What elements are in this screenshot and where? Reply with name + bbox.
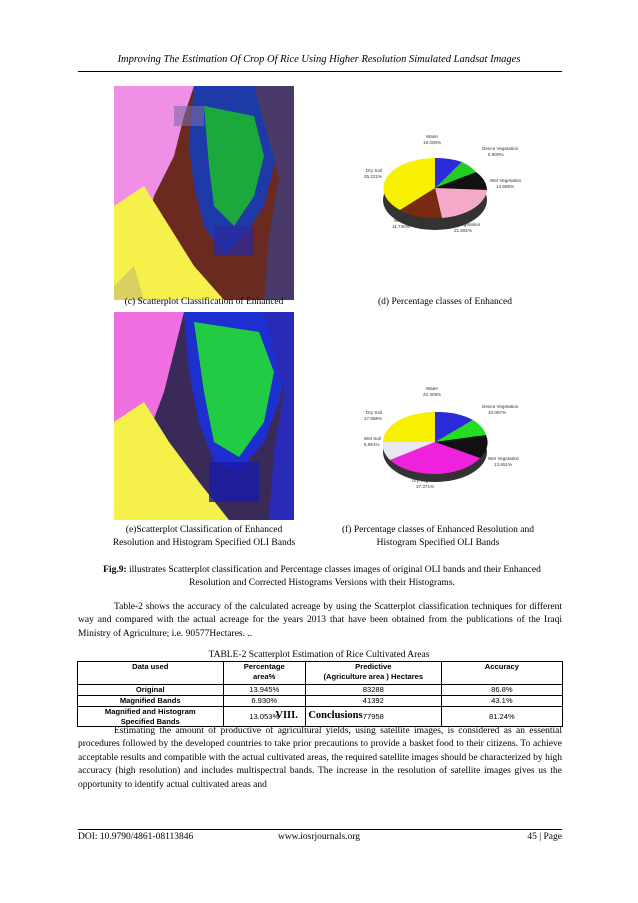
row-predictive: 83288 — [305, 685, 441, 696]
pie-f-label-wetsoil: Wet Soil — [364, 436, 382, 441]
pie-d-label-water: Water — [426, 134, 439, 139]
classification-image-c — [114, 86, 294, 300]
paragraph-table2 — [78, 601, 562, 641]
table-caption: TABLE-2 Scatterplot Estimation of Rice Cultivated Areas — [208, 650, 430, 660]
pie-f-value-dense: 10.067% — [488, 410, 507, 415]
footer-site: www.iosrjournals.org — [277, 832, 361, 842]
row-data-used: Magnified Bands — [78, 696, 224, 707]
figure-9-label: Fig.9: — [103, 565, 127, 575]
header-predictive-line2: (Agriculture area ) Hectares — [323, 671, 424, 681]
pie-f-value-dryveg: 37.371% — [416, 484, 435, 489]
pie-f-value-wetveg: 13.651% — [494, 462, 513, 467]
paragraph-conclusions — [78, 725, 562, 792]
row-accuracy: 86.8% — [441, 685, 562, 696]
header-accuracy: Accuracy — [441, 662, 562, 685]
pie-d-value-water: 19.000% — [423, 140, 442, 145]
header-percentage-line2: area% — [253, 671, 276, 681]
caption-f — [318, 524, 558, 550]
row-data-used-line2: Specified Bands — [120, 716, 180, 726]
pie-d-value-wetsoil: 11.740% — [392, 224, 410, 229]
pie-d-label-dense: Dence Vegetation — [482, 146, 519, 151]
row-data-used: Original — [78, 685, 224, 696]
pie-d-value-dryveg: 21.591% — [454, 228, 473, 233]
pie-d-label-drysoil: Dry Soil — [366, 168, 383, 173]
header-predictive — [305, 662, 441, 685]
pie-chart-f — [330, 380, 540, 520]
header-rule — [78, 71, 562, 72]
pie-d-value-drysoil: 25.221% — [364, 174, 383, 179]
pie-d-label-wetsoil: Wet Soil — [394, 218, 412, 223]
header-data-used: Data used — [78, 662, 224, 685]
classification-image-e — [114, 312, 294, 520]
caption-e-line2: Resolution and Histogram Specified OLI Bands — [112, 538, 296, 548]
pie-d-label-dryveg: Dry Vegetation — [450, 222, 481, 227]
table-row — [78, 696, 563, 707]
row-percentage: 13.053% — [223, 707, 305, 727]
caption-e-line1: (e)Scatterplot Classification of Enhanced — [125, 525, 283, 535]
row-accuracy: 81.24% — [441, 707, 562, 727]
row-data-used-line1: Magnified and Histogram — [104, 707, 196, 716]
pie-d-value-wetveg: 14.585% — [496, 184, 515, 189]
running-header: Improving The Estimation Of Crop Of Rice Using Higher Resolution Simulated Landsat Images — [117, 54, 521, 65]
footer-doi: DOI: 10.9790/4861-08113846 — [78, 832, 194, 842]
row-predictive: 41392 — [305, 696, 441, 707]
pie-d-label-wetveg: Wet Vegetation — [490, 178, 522, 183]
header-predictive-line1: Predictive — [355, 662, 392, 671]
pie-f-value-wetsoil: 5.951% — [364, 442, 380, 447]
pie-f-label-dryveg: Dry Vegetation — [412, 478, 443, 483]
pie-f-slice-dry-soil — [383, 412, 435, 442]
pie-f-value-drysoil: 17.868% — [364, 416, 383, 421]
caption-d: (d) Percentage classes of Enhanced — [378, 297, 512, 307]
section-heading — [0, 710, 638, 721]
footer-page: 45 | Page — [527, 832, 562, 842]
table-row — [78, 685, 563, 696]
row-accuracy: 43.1% — [441, 696, 562, 707]
row-percentage: 13.945% — [223, 685, 305, 696]
row-percentage: 6.930% — [223, 696, 305, 707]
section-title: Conclusions — [308, 710, 363, 721]
pie-d-value-dense: 6.900% — [488, 152, 504, 157]
caption-c: (c) Scatterplot Classification of Enhanced — [124, 297, 284, 307]
header-percentage-line1: Percentage — [243, 662, 285, 671]
pie-f-value-water: 22.309% — [423, 392, 442, 397]
pie-f-label-wetveg: Wet Vegetation — [488, 456, 520, 461]
caption-e — [94, 524, 314, 550]
caption-f-line1: (f) Percentage classes of Enhanced Resolution and — [341, 525, 535, 535]
section-number: VIII. — [275, 710, 298, 721]
pie-f-label-dense: Dence Vegetation — [482, 404, 519, 409]
footer-rule — [78, 829, 562, 830]
pie-f-label-water: Water — [426, 386, 439, 391]
figure-9-caption — [82, 564, 562, 590]
paragraph-table2-text: Table-2 shows the accuracy of the calculated acreage by using the Scatterplot classification techniques for different way and compared with the actual acreage for the years 2013 that have been obtained from the publications of the Iraqi Ministry of Agriculture; i.e. 90577Hectares. .. — [78, 602, 562, 639]
paragraph-conclusions-text: Estimating the amount of productive of agricultural yields, using satellite images, is considered as an essential procedures followed by the developed countries to take prior precautions to provide a basket food to their citizens. To achieve acceptable results and compatible with the actual cultivated areas, the required satellite images should be characterized by high accuracy (high resolution) and includes multispectral bands. The increase in the resolution of satellite images gives us the opportunity to identify actual cultivated areas and — [78, 726, 562, 790]
row-predictive: 77958 — [305, 707, 441, 727]
pie-f-label-drysoil: Dry Soil — [366, 410, 383, 415]
header-percentage — [223, 662, 305, 685]
figure-9-text: illustrates Scatterplot classification and Percentage classes images of original OLI bands and their Enhanced Resolution and Corrected Histograms Versions with their Histograms. — [126, 565, 541, 588]
pie-chart-d — [330, 110, 540, 250]
caption-f-line2: Histogram Specified OLI Bands — [376, 538, 500, 548]
table-header-row — [78, 662, 563, 685]
